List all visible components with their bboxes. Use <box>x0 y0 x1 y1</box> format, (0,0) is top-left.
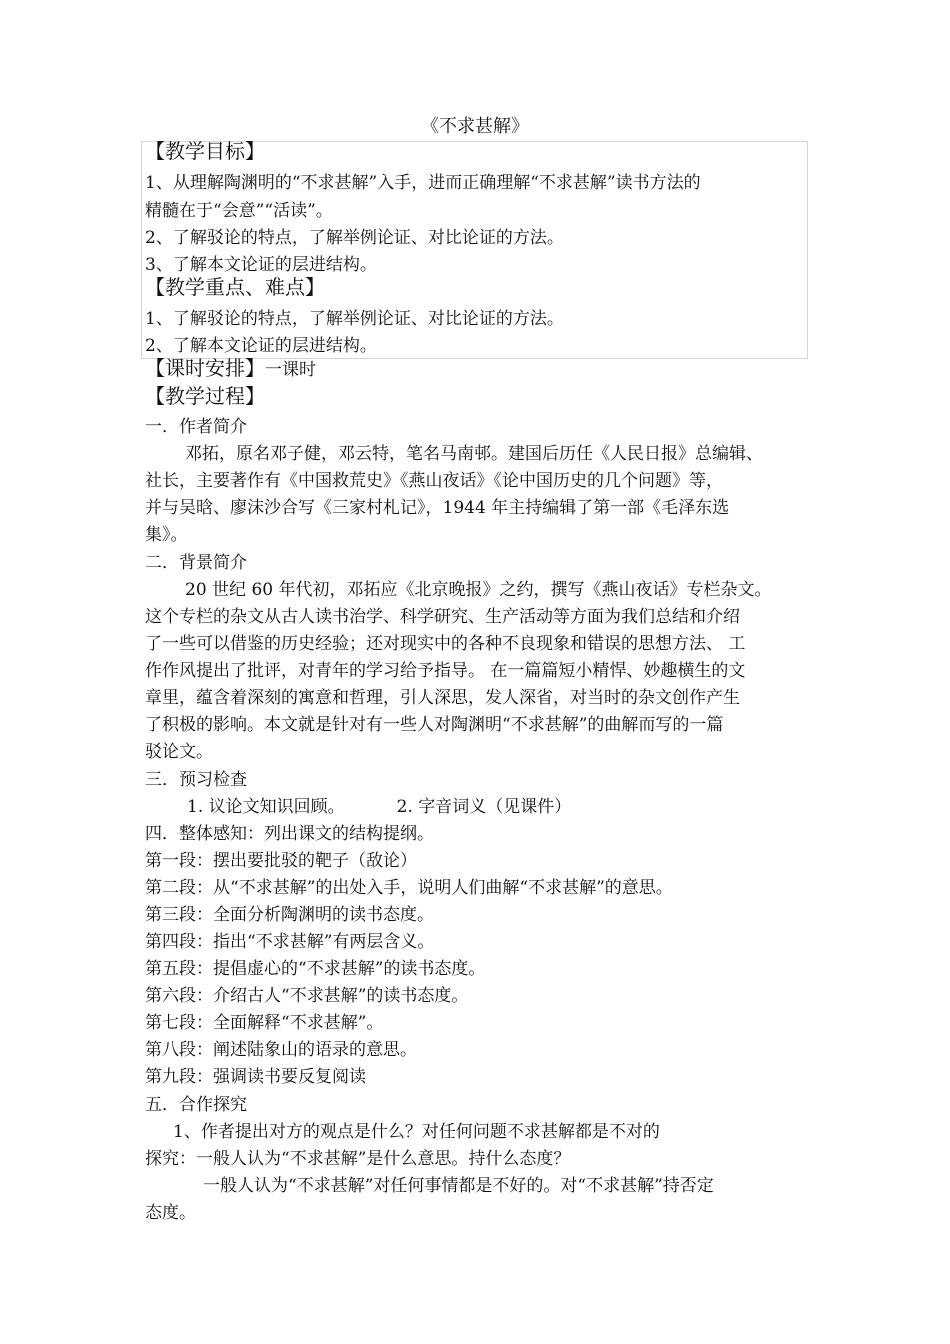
background-heading: 二．背景简介 <box>145 553 247 573</box>
author-line: 并与吴晗、廖沫沙合写《三家村札记》，1944 年主持编辑了第一部《毛泽东选 <box>145 498 730 518</box>
structure-item: 第六段：介绍古人“不求甚解”的读书态度。 <box>145 986 469 1006</box>
preview-heading: 三．预习检查 <box>145 770 247 790</box>
explore-answer-line: 态度。 <box>145 1203 196 1223</box>
preview-items <box>187 795 571 819</box>
background-line: 20 世纪 60 年代初，邓拓应《北京晚报》之约，撰写《燕山夜话》专栏杂文。 <box>185 580 772 600</box>
background-line: 了一些可以借鉴的历史经验；还对现实中的各种不良现象和错误的思想方法、 工 <box>145 634 746 654</box>
author-heading: 一．作者简介 <box>145 417 247 437</box>
process-heading: 【教学过程】 <box>145 384 265 408</box>
structure-item: 第九段：强调读书要反复阅读 <box>145 1067 366 1087</box>
structure-item: 第二段：从“不求甚解”的出处入手，说明人们曲解“不求甚解”的意思。 <box>145 878 673 898</box>
structure-item: 第七段：全面解释“不求甚解”。 <box>145 1013 384 1033</box>
structure-item: 第八段：阐述陆象山的语录的意思。 <box>145 1040 417 1060</box>
background-line: 驳论文。 <box>145 742 213 762</box>
background-line: 作作风提出了批评，对青年的学习给予指导。 在一篇篇短小精悍、妙趣横生的文 <box>145 661 746 681</box>
explore-heading: 五．合作探究 <box>145 1095 247 1115</box>
structure-item: 第三段：全面分析陶渊明的读书态度。 <box>145 905 434 925</box>
background-line: 这个专栏的杂文从古人读书治学、科学研究、生产活动等方面为我们总结和介绍 <box>145 607 740 627</box>
explore-question: 1、作者提出对方的观点是什么？对任何问题不求甚解都是不对的 <box>173 1122 660 1142</box>
structure-item: 第五段：提倡虚心的“不求甚解”的读书态度。 <box>145 959 486 979</box>
author-line: 邓拓，原名邓子健，邓云特，笔名马南邨。建国后历任《人民日报》总编辑、 <box>185 444 763 464</box>
schedule-row <box>145 355 316 382</box>
background-line: 了积极的影响。本文就是针对有一些人对陶渊明“不求甚解”的曲解而写的一篇 <box>145 715 724 735</box>
structure-item: 第一段：摆出要批驳的靶子（敌论） <box>145 851 417 871</box>
explore-answer-line: 一般人认为“不求甚解”对任何事情都是不好的。对“不求甚解”持否定 <box>203 1176 714 1196</box>
goal-line: 1、从理解陶渊明的“不求甚解”入手，进而正确理解“不求甚解”读书方法的 <box>145 173 701 193</box>
schedule-value: 一课时 <box>265 360 316 380</box>
author-line: 集》。 <box>145 525 188 545</box>
goal-line: 3、了解本文论证的层进结构。 <box>145 255 377 275</box>
key-point-line: 1、了解驳论的特点，了解举例论证、对比论证的方法。 <box>145 309 564 329</box>
background-line: 章里，蕴含着深刻的寓意和哲理，引人深思，发人深省，对当时的杂文创作产生 <box>145 688 740 708</box>
goals-heading: 【教学目标】 <box>145 139 265 163</box>
explore-probe: 探究：一般人认为“不求甚解”是什么意思。持什么态度？ <box>145 1149 571 1169</box>
structure-heading: 四．整体感知：列出课文的结构提纲。 <box>145 824 434 844</box>
key-points-heading: 【教学重点、难点】 <box>145 275 325 299</box>
author-line: 社长，主要著作有《中国救荒史》《燕山夜话》《论中国历史的几个问题》等， <box>145 471 723 491</box>
schedule-heading: 【课时安排】 <box>145 356 265 380</box>
structure-item: 第四段：指出“不求甚解”有两层含义。 <box>145 932 435 952</box>
preview-item: 2. 字音词义（见课件） <box>396 797 572 817</box>
document-title: 《不求甚解》 <box>421 116 529 137</box>
goal-line: 2、了解驳论的特点，了解举例论证、对比论证的方法。 <box>145 228 564 248</box>
key-point-line: 2、了解本文论证的层进结构。 <box>145 336 377 356</box>
preview-item: 1. 议论文知识回顾。 <box>187 797 345 817</box>
goal-line: 精髓在于“会意”“活读”。 <box>145 201 333 221</box>
